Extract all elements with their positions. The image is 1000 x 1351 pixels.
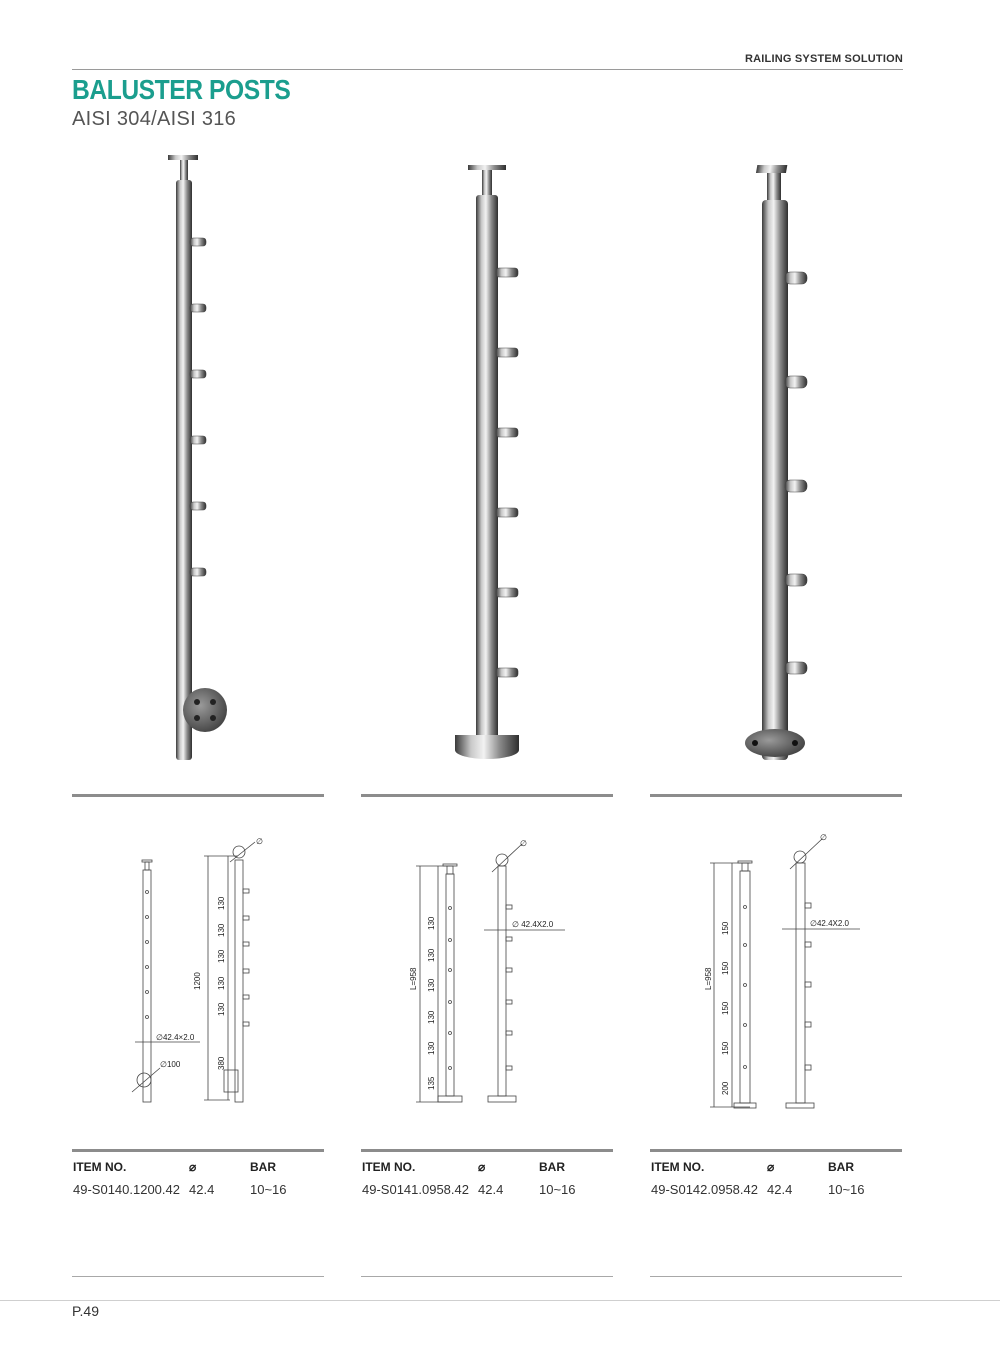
length-label: L=958 [704, 967, 713, 990]
diameter-symbol: ∅ [520, 839, 527, 848]
length-label: L=958 [409, 967, 418, 990]
spacing-label: 150 [721, 961, 730, 975]
spec-header-bar: BAR [539, 1160, 565, 1174]
spacing-label: 130 [427, 1010, 436, 1024]
spec-header-diameter: ⌀ [478, 1160, 486, 1174]
spec-header-item-no: ITEM NO. [651, 1160, 705, 1174]
spacing-label: 135 [427, 1076, 436, 1090]
diameter-value: 42.4 [189, 1182, 215, 1197]
bar-value: 10~16 [250, 1182, 287, 1197]
bottom-divider [361, 1276, 613, 1277]
spec-header-diameter: ⌀ [189, 1160, 197, 1174]
section-title: RAILING SYSTEM SOLUTION [745, 53, 903, 65]
spacing-label: 130 [217, 896, 226, 910]
spacing-label: 130 [217, 976, 226, 990]
spec-header-bar: BAR [828, 1160, 854, 1174]
tube-diameter-label: ∅ 42.4X2.0 [512, 920, 554, 929]
spacing-label: 130 [427, 1041, 436, 1055]
page-number: P.49 [72, 1303, 99, 1319]
item-number: 49-S0140.1200.42 [73, 1182, 180, 1197]
product-photo-flange-base [735, 150, 835, 770]
spec-divider [650, 1149, 902, 1152]
page-subtitle: AISI 304/AISI 316 [72, 108, 237, 130]
bar-value: 10~16 [828, 1182, 865, 1197]
spacing-label: 130 [217, 1002, 226, 1016]
product-photo-side-mount [150, 150, 240, 770]
spacing-label: 380 [217, 1056, 226, 1070]
spacing-label: 130 [427, 916, 436, 930]
item-number: 49-S0141.0958.42 [362, 1182, 469, 1197]
technical-drawing-side-mount [120, 830, 280, 1110]
diameter-symbol: ∅ [256, 837, 263, 846]
item-number: 49-S0142.0958.42 [651, 1182, 758, 1197]
diameter-value: 42.4 [767, 1182, 793, 1197]
spacing-label: 130 [427, 978, 436, 992]
bar-value: 10~16 [539, 1182, 576, 1197]
spacing-label: 150 [721, 921, 730, 935]
technical-drawing-round-base [400, 830, 580, 1110]
tube-diameter-label: ∅42.4X2.0 [810, 919, 849, 928]
spacing-label: 200 [721, 1081, 730, 1095]
footer-divider [0, 1300, 1000, 1301]
diameter-symbol: ∅ [820, 833, 827, 842]
product-photo-round-base [440, 150, 540, 770]
spacing-label: 130 [217, 923, 226, 937]
tube-diameter-label: ∅42.4×2.0 [156, 1033, 195, 1042]
bottom-divider [650, 1276, 902, 1277]
column-divider [72, 794, 324, 797]
header-divider [72, 69, 903, 70]
plate-diameter-label: ∅100 [160, 1060, 181, 1069]
spacing-label: 130 [427, 948, 436, 962]
spec-header-item-no: ITEM NO. [362, 1160, 416, 1174]
spec-header-diameter: ⌀ [767, 1160, 775, 1174]
bottom-divider [72, 1276, 324, 1277]
page-title: BALUSTER POSTS [72, 74, 291, 105]
spec-header-item-no: ITEM NO. [73, 1160, 127, 1174]
diameter-value: 42.4 [478, 1182, 504, 1197]
spacing-label: 130 [217, 949, 226, 963]
column-divider [650, 794, 902, 797]
column-divider [361, 794, 613, 797]
spacing-label: 150 [721, 1001, 730, 1015]
spec-header-bar: BAR [250, 1160, 276, 1174]
spec-divider [72, 1149, 324, 1152]
length-label: 1200 [193, 972, 202, 990]
technical-drawing-flange-base [700, 825, 880, 1115]
spec-divider [361, 1149, 613, 1152]
spacing-label: 150 [721, 1041, 730, 1055]
